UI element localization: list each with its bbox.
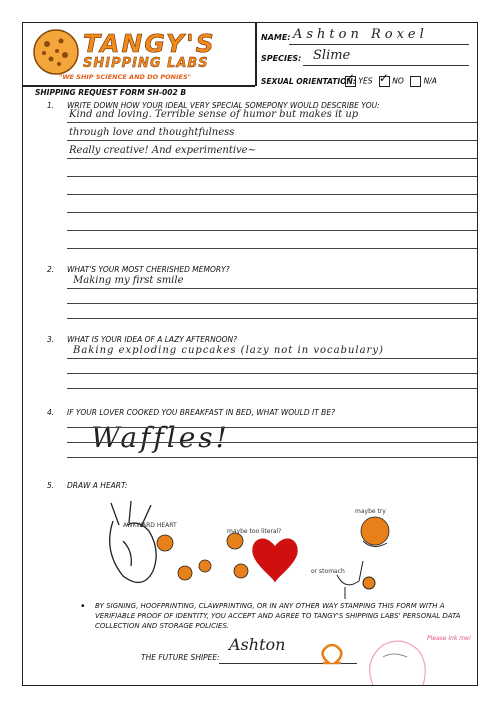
- omega-mark-icon: [319, 643, 345, 665]
- answer-4-line-1[interactable]: Waffles!: [91, 421, 230, 454]
- answer-line: [67, 140, 477, 141]
- footer-bullet: •: [81, 601, 85, 612]
- answer-line: [67, 158, 477, 159]
- header-vertical-divider: [255, 23, 257, 86]
- answer-line: [67, 457, 477, 458]
- orientation-na-checkbox[interactable]: [410, 76, 421, 87]
- logo-tagline: "WE SHIP SCIENCE AND DO PONIES": [59, 73, 192, 81]
- question-1-text: WRITE DOWN HOW YOUR IDEAL VERY SPECIAL SOMEPONY WOULD DESCRIBE YOU:: [67, 101, 380, 110]
- answer-line: [67, 442, 477, 443]
- signature-label: THE FUTURE SHIPEE:: [141, 653, 220, 662]
- pony-sketch-bottom-right: [353, 631, 433, 685]
- answer-1-line-1[interactable]: Kind and loving. Terrible sense of humor but makes it up: [69, 109, 359, 120]
- answer-3-line-1[interactable]: Baking exploding cupcakes (lazy not in vocabulary): [73, 345, 384, 356]
- logo-subtitle: SHIPPING LABS: [83, 56, 209, 71]
- name-underline: [289, 44, 469, 45]
- answer-line: [67, 194, 477, 195]
- question-1-number: 1.: [47, 101, 55, 110]
- orientation-yes-label: YES: [358, 76, 373, 86]
- orientation-no-checkbox[interactable]: [379, 76, 390, 87]
- species-field[interactable]: Slime: [313, 48, 351, 63]
- answer-1-line-2[interactable]: through love and thoughtfulness: [69, 127, 235, 138]
- answer-1-line-3[interactable]: Really creative! And experimentive~: [69, 145, 256, 156]
- note-awkward-heart: AWKWARD HEART: [123, 522, 177, 529]
- name-field[interactable]: Ashton Roxel: [293, 27, 428, 42]
- question-4-text: IF YOUR LOVER COOKED YOU BREAKFAST IN BED, WHAT WOULD IT BE?: [67, 408, 336, 417]
- answer-line: [67, 230, 477, 231]
- cookie-logo-icon: [31, 27, 81, 77]
- species-underline: [303, 65, 469, 66]
- orientation-options: [345, 76, 437, 87]
- agreement-text: BY SIGNING, HOOFPRINTING, CLAWPRINTING, OR IN ANY OTHER WAY STAMPING THIS FORM WITH A VERIFIABLE PROOF OF IDENTITY, YOU ACCEPT AND AGREE TO TANGY'S SHIPPING LABS' PERSONAL DATA COLLECTION AND STORAGE POLICIES.: [95, 602, 461, 630]
- question-5-number: 5.: [47, 481, 55, 490]
- red-heart-icon: [252, 539, 297, 583]
- form-id: SHIPPING REQUEST FORM SH-002 B: [35, 88, 187, 97]
- note-please-ink-me: Please ink me!: [427, 635, 472, 642]
- pony-figure-sketch: [157, 533, 248, 580]
- header-divider: [23, 85, 255, 87]
- stomach-sketch: [337, 561, 375, 599]
- signature-field[interactable]: Ashton: [229, 635, 286, 654]
- species-label: SPECIES:: [261, 54, 302, 63]
- answer-line: [67, 358, 477, 359]
- question-4-number: 4.: [47, 408, 55, 417]
- orientation-label: SEXUAL ORIENTATION:: [261, 77, 356, 86]
- note-too-literal: maybe too literal?: [227, 528, 282, 535]
- orientation-no-label: NO: [392, 76, 404, 86]
- answer-line: [67, 303, 477, 304]
- answer-line: [67, 427, 477, 428]
- answer-line: [67, 176, 477, 177]
- logo-title: TANGY'S: [83, 29, 216, 58]
- answer-line: [67, 388, 477, 389]
- answer-line: [67, 248, 477, 249]
- question-2-number: 2.: [47, 265, 55, 274]
- answer-line: [67, 318, 477, 319]
- shipping-request-form: [22, 22, 478, 686]
- pony-sketch-top-right: [361, 517, 389, 547]
- answer-line: [67, 212, 477, 213]
- name-label: NAME:: [261, 33, 291, 42]
- note-maybe-try: maybe try: [355, 508, 386, 515]
- anatomical-heart-sketch: [110, 501, 157, 582]
- question-2-text: WHAT'S YOUR MOST CHERISHED MEMORY?: [67, 265, 230, 274]
- note-or-stomach: or stomach: [311, 568, 345, 575]
- question-3-text: WHAT IS YOUR IDEA OF A LAZY AFTERNOON?: [67, 335, 238, 344]
- question-5-text: DRAW A HEART:: [67, 481, 128, 490]
- answer-line: [67, 122, 477, 123]
- orientation-na-label: N/A: [423, 76, 437, 86]
- drawing-area: [83, 491, 463, 601]
- orientation-yes-checkbox[interactable]: [345, 76, 356, 87]
- question-3-number: 3.: [47, 335, 55, 344]
- answer-line: [67, 288, 477, 289]
- answer-line: [67, 373, 477, 374]
- answer-2-line-1[interactable]: Making my first smile: [73, 275, 184, 286]
